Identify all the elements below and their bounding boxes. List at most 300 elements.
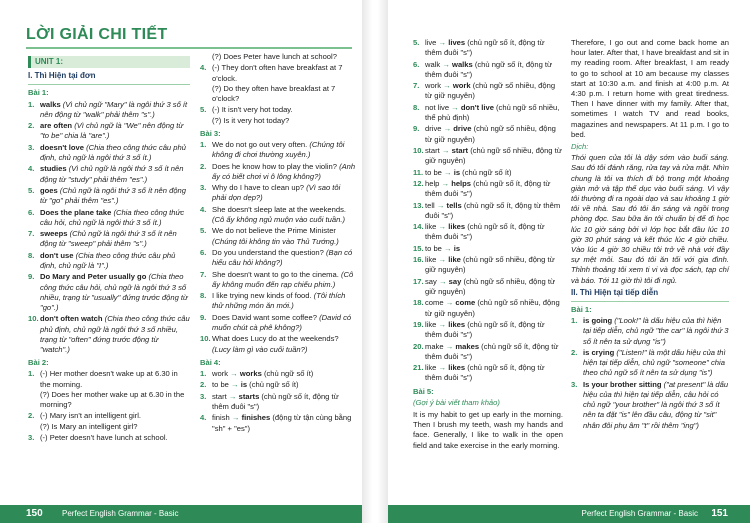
answer-text: lives: [448, 38, 466, 47]
item-text: [212, 226, 356, 246]
item-number: 3.: [200, 391, 207, 401]
answer-note: (chủ ngữ số ít, động từ thêm đuôi "s"): [425, 319, 545, 340]
answer-item: [200, 183, 356, 203]
answer-item: [413, 363, 563, 383]
item-number: 7.: [200, 269, 207, 279]
item-text: [425, 38, 563, 58]
item-number: 3.: [571, 379, 578, 389]
item-number: 18.: [413, 298, 424, 308]
answer-text: works: [239, 368, 262, 378]
answer-text: Is your brother sitting: [583, 379, 662, 389]
answer-item: [200, 140, 356, 160]
item-text: [425, 277, 563, 297]
arrow-icon: →: [228, 368, 240, 378]
sentence-text: We do not go out very often.: [212, 140, 308, 149]
item-number: 13.: [413, 200, 424, 210]
exercise-label: Bài 1:: [28, 88, 49, 98]
item-number: 4.: [28, 164, 35, 174]
column-2: [200, 52, 356, 435]
base-verb: not live: [425, 102, 450, 112]
arrow-icon: →: [436, 222, 449, 232]
answer-note: (chủ ngữ số ít, động từ thêm đuôi "s"): [425, 363, 545, 383]
answer-note: (Chủ ngữ là ngôi thứ 3 số ít nên động từ "sweep" phải thêm "s".): [40, 229, 177, 249]
essay-paragraph: Therefore, I go out and come back home an hour later. After that, I have breakfast and sit in my reading room. After breakfast, I am ready to go to school at 10 am because my classes start at 10:30 a.m. and finish at 4:00 p.m. At 4:30 p.m. I return home with great tiredness. Then I have dinner with my family. After that, sometimes I watch TV and read books, magazines and newspapers. At 11 p.m. I go to bed.: [571, 38, 729, 139]
answer-text: like: [448, 255, 461, 265]
exercise-label: Bài 1:: [571, 305, 592, 315]
answer-line: (?) Is it very hot today?: [212, 115, 290, 125]
sentence-text: Why do I have to clean up?: [212, 183, 305, 193]
answer-line: (-) Her mother doesn't wake up at 6.30 in the morning.: [40, 369, 178, 389]
item-text: [40, 411, 190, 431]
answer-item: [28, 186, 190, 206]
page-title: LỜI GIẢI CHI TIẾT: [26, 26, 168, 43]
answer-item: [28, 433, 190, 443]
item-text: [425, 179, 563, 199]
item-text: [40, 121, 190, 141]
sentence-text: I like trying new kinds of food.: [212, 291, 312, 301]
item-number: 10.: [200, 334, 211, 344]
base-verb: live: [425, 38, 437, 47]
item-number: 3.: [200, 183, 207, 193]
answer-item: [413, 38, 563, 58]
item-text: [425, 103, 563, 123]
item-text: [40, 100, 190, 120]
answer-item: [28, 272, 190, 313]
item-text: [425, 168, 563, 178]
item-number: 1.: [200, 140, 207, 149]
item-text: [212, 270, 356, 290]
answer-item: [571, 316, 729, 347]
base-verb: come: [425, 298, 444, 308]
answer-item: [413, 277, 563, 297]
answer-note: ("at present" là dấu hiệu của thì hiện tại tiếp diễn, câu hỏi có chủ ngữ "your brother" là ngôi thứ 3 số ít nên ta đặt "is" lên đầu câu, động từ "sit" nhân đôi phụ âm "t" rồi thêm "ing"): [583, 379, 729, 430]
base-verb: to be: [425, 167, 442, 177]
item-number: 17.: [413, 276, 424, 286]
item-number: 3.: [28, 142, 35, 152]
item-number: 11.: [413, 167, 424, 177]
base-verb: start: [425, 145, 440, 155]
answer-text: is: [453, 167, 461, 177]
answer-note: (chủ ngữ số ít, động từ thêm đuôi "s"): [425, 59, 553, 79]
answer-item: [200, 291, 356, 311]
answer-item: [413, 201, 563, 221]
arrow-icon: →: [436, 276, 449, 286]
answer-item: [28, 314, 190, 355]
answer-item: [28, 100, 190, 120]
item-text: [425, 244, 563, 254]
item-text: [40, 229, 190, 249]
base-verb: help: [425, 178, 440, 188]
item-text: [40, 164, 190, 184]
translation-note: (Bạn có hiểu câu hỏi không?): [212, 247, 353, 268]
unit-label: UNIT 1:: [28, 56, 190, 68]
answer-item: [28, 369, 190, 410]
sentence-text: What does Lucy do at the weekends?: [212, 334, 339, 344]
exercise-label: Bài 5:: [413, 386, 434, 396]
answer-text: likes: [448, 319, 466, 329]
answer-text: walks: [452, 59, 473, 69]
answer-item: [200, 162, 356, 182]
item-text: [40, 186, 190, 206]
answer-text: walks: [40, 99, 61, 109]
answer-item: [571, 348, 729, 379]
item-text: [212, 162, 356, 182]
item-number: 1.: [571, 316, 578, 326]
item-number: 6.: [200, 247, 207, 257]
item-text: [425, 222, 563, 242]
answer-line: (-) Mary isn't an intelligent girl.: [40, 411, 142, 421]
item-text: [425, 146, 563, 166]
item-text: [40, 143, 190, 163]
answer-item: [413, 179, 563, 199]
answer-item: [200, 313, 356, 333]
answer-note: (Chủ ngữ là ngôi thứ 3 số ít nên động từ "go" phải thêm "es".): [40, 185, 186, 206]
translation-note: (Chúng tôi không tin vào Thủ Tướng.): [212, 236, 339, 246]
answer-line: (?) Does her mother wake up at 6.30 in the morning?: [40, 389, 185, 409]
base-verb: make: [425, 341, 444, 351]
item-text: [212, 205, 356, 225]
answer-note: (Chia theo công thức câu phủ định, chủ ngữ là ngôi thứ 3 số ít.): [40, 142, 186, 162]
answer-note: (chủ ngữ số nhiều, thể phủ định): [425, 102, 560, 122]
item-text: [40, 208, 190, 228]
answer-line: (-) Peter doesn't have lunch at school.: [40, 432, 168, 442]
translation-note: (Anh ấy có biết chơi vi ô lông không?): [212, 161, 356, 181]
book-title-left: Perfect English Grammar - Basic: [62, 509, 179, 518]
arrow-icon: →: [436, 255, 449, 265]
item-text: [212, 334, 356, 354]
item-number: 15.: [413, 243, 424, 253]
item-number: 4.: [200, 204, 207, 214]
answer-text: say: [448, 276, 462, 286]
item-text: [212, 392, 356, 412]
answer-item: [413, 124, 563, 144]
answer-text: don't live: [460, 102, 494, 112]
item-number: 7.: [28, 229, 35, 239]
arrow-icon: →: [440, 59, 453, 69]
answer-note: (chủ ngữ số ít): [261, 368, 314, 378]
title-rule: [26, 47, 352, 49]
answer-item: [200, 334, 356, 354]
answer-text: start: [451, 145, 469, 155]
answer-note: (chủ ngữ số nhiều, động từ giữ nguyên): [425, 124, 556, 144]
item-number: 4.: [200, 63, 207, 73]
answer-text: is: [453, 243, 461, 253]
item-number: 9.: [28, 272, 35, 282]
answer-text: finishes: [241, 413, 271, 423]
arrow-icon: →: [436, 38, 449, 47]
translation-note: (Vì sao tôi phải dọn dẹp?): [212, 183, 341, 203]
answer-item: [28, 411, 190, 431]
item-number: 2.: [571, 348, 578, 358]
item-text: [425, 60, 563, 80]
answer-item: [200, 226, 356, 246]
item-number: 8.: [413, 102, 420, 112]
answer-item: [200, 380, 356, 390]
answer-note: (chủ ngữ số ít, động từ thêm đuôi "s"): [425, 341, 559, 361]
item-number: 5.: [413, 38, 420, 47]
base-verb: work: [212, 368, 229, 378]
item-text: [212, 183, 356, 203]
item-number: 8.: [200, 291, 207, 301]
item-number: 2.: [28, 121, 35, 131]
answer-note: (chủ ngữ số nhiều, động từ giữ nguyên): [425, 81, 556, 101]
translation-note: (Lucy làm gì vào cuối tuần?): [212, 344, 308, 354]
answer-text: are often: [40, 121, 73, 131]
item-number: 21.: [413, 363, 424, 373]
arrow-icon: →: [436, 363, 449, 373]
hint-label: (Gợi ý bài viết tham khảo): [413, 397, 500, 407]
answer-note: ("Listen!" là một dấu hiệu của thì hiện tại tiếp diễn, chủ ngữ "someone" chia theo chủ ngữ số ít nên ta sử dụng "is"): [583, 348, 726, 378]
answer-line: (-) They don't often have breakfast at 7 o'clock.: [212, 63, 343, 83]
item-text: [40, 433, 190, 443]
section-title-2: II. Thì Hiện tại tiếp diễn: [571, 287, 659, 297]
answer-note: (chủ ngữ số nhiều, động từ giữ nguyên): [425, 276, 556, 296]
item-text: [40, 369, 190, 410]
base-verb: to be: [212, 380, 229, 390]
arrow-icon: →: [449, 102, 461, 112]
answer-text: goes: [40, 185, 58, 195]
answer-item: [28, 208, 190, 228]
answer-note: (Chia theo công thức câu hỏi, chủ ngữ là ngôi thứ 3 số ít.): [40, 207, 185, 227]
answer-item: [413, 342, 563, 362]
item-text: [212, 369, 356, 379]
page-number-left: 150: [26, 508, 43, 519]
answer-note: (chủ ngữ số ít, động từ thêm đuôi "s"): [425, 178, 551, 199]
arrow-icon: →: [443, 298, 456, 308]
answer-text: likes: [448, 363, 466, 373]
item-text: [425, 255, 563, 275]
translation-note: (Chúng tôi không đi chơi thường xuyên.): [212, 140, 345, 160]
item-text: [212, 413, 356, 433]
exercise-label: Bài 4:: [200, 357, 221, 367]
answer-note: (Chia theo công thức câu phủ định, chủ ngữ là ngôi thứ 3 số nhiều, trạng từ "often" đứng trước động từ "watch".): [40, 314, 190, 354]
translation-label: Dịch:: [571, 142, 589, 152]
answer-note: (chủ ngữ số ít): [247, 380, 299, 390]
item-text: [212, 291, 356, 311]
answer-line: (?) Do they often have breakfast at 7 o'clock?: [212, 83, 336, 103]
answer-line: (?) Is Mary an intelligent girl?: [40, 421, 138, 431]
sentence-text: She doesn't want to go to the cinema.: [212, 269, 339, 279]
answer-item: [413, 244, 563, 254]
item-number: 9.: [200, 312, 207, 322]
answer-text: tells: [446, 200, 462, 210]
base-verb: tell: [425, 200, 435, 210]
item-number: 7.: [413, 81, 420, 91]
answer-item: [200, 63, 356, 104]
answer-item: [200, 205, 356, 225]
base-verb: finish: [212, 413, 230, 423]
item-text: [212, 248, 356, 268]
item-text: [583, 316, 729, 347]
answer-item: [200, 270, 356, 290]
sentence-text: We do not believe the Prime Minister: [212, 226, 336, 236]
section-title-1: I. Thì Hiện tại đơn: [28, 71, 96, 81]
answer-note: (chủ ngữ số nhiều, động từ giữ nguyên): [425, 145, 562, 166]
answer-item: [413, 60, 563, 80]
item-number: 5.: [200, 105, 207, 115]
answer-text: doesn't love: [40, 142, 85, 152]
arrow-icon: →: [443, 341, 456, 351]
answer-note: ("Look!" là dấu hiệu của thì hiện tại tiếp diễn, chủ ngữ "the car" là ngôi thứ 3 số ít nên ta sử dụng "is"): [583, 316, 729, 346]
item-number: 1.: [28, 369, 35, 379]
answer-item: [28, 143, 190, 163]
answer-item: [413, 222, 563, 242]
arrow-icon: →: [441, 167, 454, 177]
item-text: [425, 342, 563, 362]
item-number: 14.: [413, 222, 424, 232]
answer-item: [28, 251, 190, 271]
answer-item: [571, 380, 729, 431]
item-number: 8.: [28, 250, 35, 260]
answer-note: (chủ ngữ số ít, động từ thêm đuôi "s"): [425, 38, 545, 58]
item-number: 2.: [28, 411, 35, 421]
answer-item: [28, 121, 190, 141]
answer-text: helps: [451, 178, 472, 188]
arrow-icon: →: [439, 145, 452, 155]
item-text: [425, 201, 563, 221]
answer-item: [200, 413, 356, 433]
base-verb: like: [425, 319, 437, 329]
answer-item: [413, 298, 563, 318]
arrow-icon: →: [229, 413, 242, 423]
item-text: [425, 363, 563, 383]
answer-text: is crying: [583, 348, 615, 358]
item-number: 1.: [28, 99, 35, 109]
answer-item: [28, 229, 190, 249]
answer-note: (Chia theo công thức câu phủ định, chủ ngữ là "I".): [40, 250, 176, 270]
answer-item: [200, 392, 356, 412]
item-number: 20.: [413, 341, 424, 351]
item-number: 6.: [413, 59, 420, 69]
answer-note: (chủ ngữ số ít, động từ thêm đuôi "s"): [425, 222, 545, 242]
item-text: [212, 380, 356, 390]
footer-left: [0, 505, 362, 523]
base-verb: work: [425, 81, 442, 91]
arrow-icon: →: [439, 178, 452, 188]
answer-text: studies: [40, 164, 67, 174]
column-3: [413, 38, 563, 453]
footer-right: [388, 505, 750, 523]
translation-note: (Cô ấy không ngủ muộn vào cuối tuần.): [212, 214, 345, 224]
base-verb: drive: [425, 124, 442, 134]
answer-note: (Vì chủ ngữ là "We" nên động từ "to be" chia là "are".): [40, 121, 184, 141]
item-number: 19.: [413, 319, 424, 329]
arrow-icon: →: [434, 200, 447, 210]
answer-item: [413, 255, 563, 275]
answer-item: [413, 320, 563, 340]
item-text: [425, 298, 563, 318]
translation-paragraph: Thói quen của tôi là dậy sớm vào buổi sáng. Sau đó tôi đánh răng, rửa tay và rửa mặt. Nhìn chung là tôi va thích đi bộ trong một khoảng giàn mở và tập thể dục vào buổi sáng. Vì vậy tôi thường đi ra ngoài dạo và sau khoảng 1 giờ tôi về nhà. Sau đó tôi ăn sáng và ngồi trong phòng đọc. Sau bữa ăn tôi chuẩn bị để đi học lúc 10 giờ sáng bởi vì lớp học bắt đầu lúc 10 giờ 30 phút sáng và kết thúc lúc 4 giờ chiều. Vào lúc 4 giờ 30 chiều tôi trở về nhà với đầy sự mệt mỏi. Sau đó tôi ăn tối với gia đình. Thỉnh thoảng tôi xem ti vi và đọc sách, tạp chí và báo. Tới 11 giờ thì tôi đi ngủ.: [571, 153, 729, 285]
item-text: [212, 140, 356, 160]
answer-note: (chủ ngữ số nhiều, động từ giữ nguyên): [425, 255, 555, 275]
translation-note: (David có muốn chút cà phê không?): [212, 312, 352, 332]
item-number: 3.: [28, 432, 35, 442]
item-text: [212, 105, 356, 125]
translation-note: (Cô ấy không muốn đến rạp chiếu phim.): [212, 269, 354, 289]
translation-note: (Tôi thích thử những món ăn mới.): [212, 291, 346, 311]
answer-text: sweeps: [40, 229, 68, 239]
answer-note: (chủ ngữ số nhiều, động từ giữ nguyên): [425, 298, 560, 318]
answer-item: [413, 81, 563, 101]
answer-text: don't use: [40, 250, 74, 260]
answer-text: work: [452, 81, 471, 91]
item-number: 5.: [28, 185, 35, 195]
book-title-right: Perfect English Grammar - Basic: [581, 509, 698, 518]
answer-text: Do Mary and Peter usually go: [40, 272, 147, 282]
item-text: [425, 124, 563, 144]
item-text: [425, 81, 563, 101]
book-gutter: [362, 0, 388, 523]
answer-note: (chủ ngữ số ít, động từ thêm đuôi "s"): [425, 200, 561, 220]
item-number: 2.: [200, 161, 207, 171]
item-number: 12.: [413, 178, 424, 188]
item-number: 6.: [28, 207, 35, 217]
answer-text: likes: [448, 222, 466, 232]
item-text: [212, 313, 356, 333]
answer-text: don't often watch: [40, 314, 103, 324]
answer-item: [200, 105, 356, 125]
item-text: [40, 272, 190, 313]
essay-paragraph: It is my habit to get up early in the morning. Then I brush my teeth, wash my hands and face. Generally, I like to walk in the open field and take exercise in the early morning.: [413, 409, 563, 450]
sentence-text: Do you understand the question?: [212, 247, 324, 257]
arrow-icon: →: [441, 81, 453, 91]
answer-text: come: [455, 298, 476, 308]
item-text: [212, 63, 356, 104]
answer-item: [413, 146, 563, 166]
answer-note: (Vì chủ ngữ là ngôi thứ 3 số ít nên động từ "study" phải thêm "es".): [40, 164, 184, 184]
sentence-text: Does he know how to play the violin?: [212, 161, 337, 171]
answer-item: [200, 248, 356, 268]
answer-item: [413, 103, 563, 123]
answer-text: Does the plane take: [40, 207, 112, 217]
sentence-text: She doesn't sleep late at the weekends.: [212, 204, 347, 214]
answer-note: (Vì chủ ngữ "Mary" là ngôi thứ 3 số ít nên động từ "walk" phải thêm "s".): [40, 99, 188, 119]
item-text: [583, 380, 729, 431]
answer-line: (?) Does Peter have lunch at school?: [212, 52, 337, 61]
answer-note: (chủ ngữ số ít): [460, 167, 512, 177]
answer-item: [413, 168, 563, 178]
column-4: [571, 38, 729, 432]
base-verb: to be: [425, 243, 442, 253]
answer-text: drive: [453, 124, 472, 134]
arrow-icon: →: [228, 380, 241, 390]
base-verb: say: [425, 276, 437, 286]
item-number: 1.: [200, 368, 207, 378]
section-rule: [28, 84, 190, 85]
item-text: [40, 314, 190, 355]
base-verb: like: [425, 363, 437, 373]
answer-note: (động từ tận cùng bằng "sh" + "es"): [212, 413, 352, 433]
answer-text: starts: [238, 391, 260, 401]
answer-item: [28, 164, 190, 184]
answer-text: is: [240, 380, 248, 390]
item-text: [583, 348, 729, 379]
arrow-icon: →: [226, 391, 239, 401]
item-number: 10.: [28, 314, 39, 324]
item-text: [425, 320, 563, 340]
arrow-icon: →: [436, 319, 449, 329]
base-verb: like: [425, 255, 437, 265]
item-text: [40, 251, 190, 271]
item-number: 10.: [413, 145, 424, 155]
column-1: [28, 56, 190, 444]
answer-text: is going: [583, 316, 613, 326]
item-number: 4.: [200, 413, 207, 423]
answer-text: makes: [455, 341, 480, 351]
base-verb: start: [212, 391, 227, 401]
item-number: 16.: [413, 255, 424, 265]
item-number: 2.: [200, 380, 207, 390]
